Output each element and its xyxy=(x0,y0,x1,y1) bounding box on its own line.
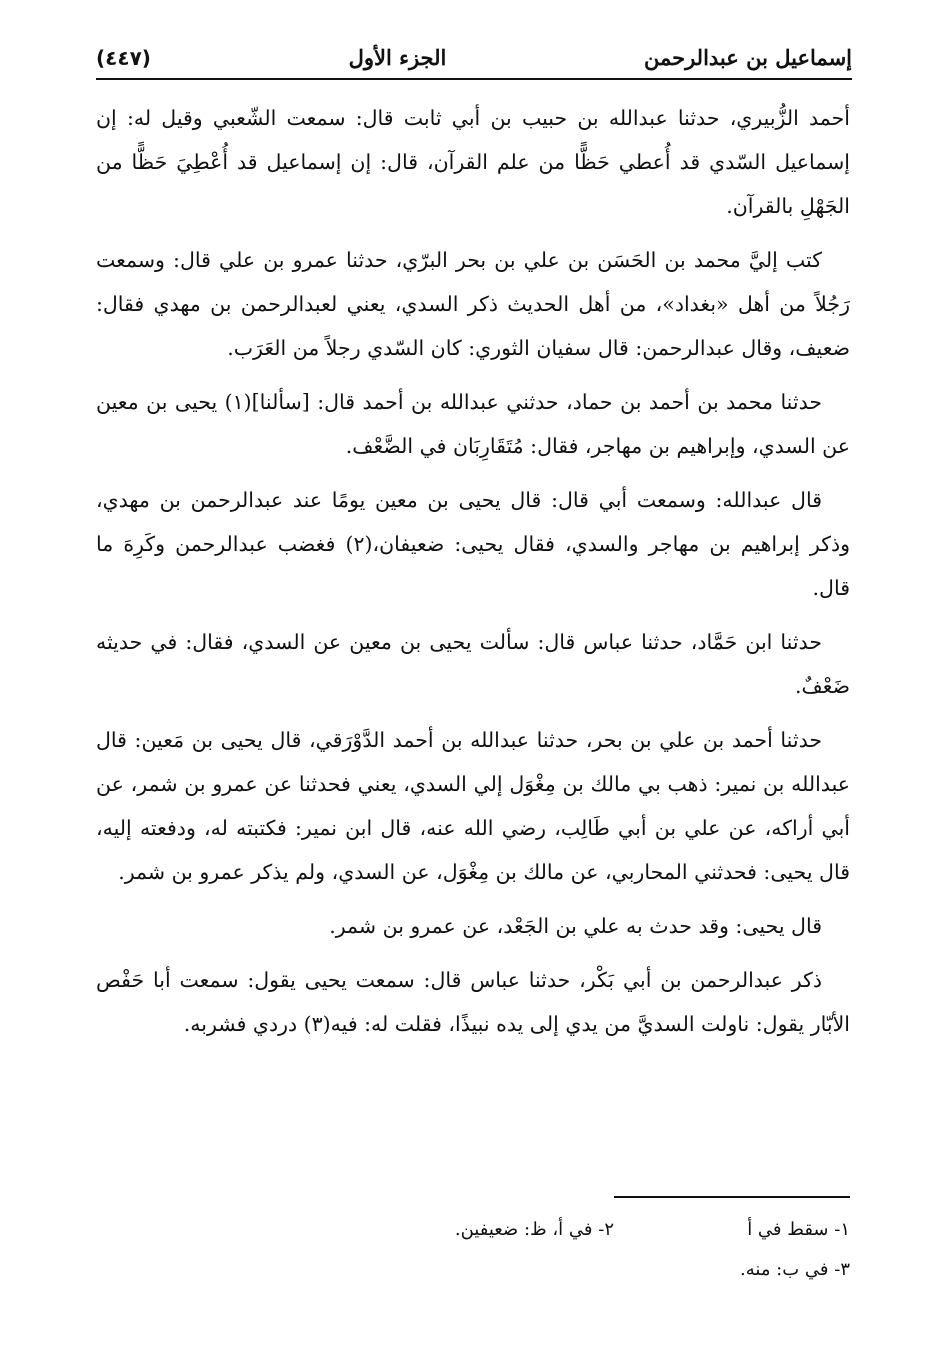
paragraph-5: حدثنا ابن حَمَّاد، حدثنا عباس قال: سألت يحيى بن معين عن السدي، فقال: في حديثه ضَعْفٌ. xyxy=(96,630,850,698)
header-volume: الجزء الأول xyxy=(348,45,447,70)
main-text xyxy=(96,96,850,1056)
page-number: (٤٤٧) xyxy=(96,46,151,70)
footnote-divider xyxy=(614,1196,850,1198)
header-book-title: إسماعيل بن عبدالرحمن xyxy=(643,45,852,70)
paragraph-6: حدثنا أحمد بن علي بن بحر، حدثنا عبدالله بن أحمد الدَّوْرَقي، قال يحيى بن مَعين: قال عبدالله بن نمير: ذهب بي مالك بن مِغْوَل إلي السدي، يعني فحدثنا عن عمرو بن شمر، عن أبي أراكه، عن علي بن أبي طَالِب، رضي الله عنه، قال ابن نمير: فكتبته له، ودفعته إليه، قال يحيى: فحدثني المحاربي، عن مالك بن مِغْوَل، عن السدي، ولم يذكر عمرو بن شمر. xyxy=(96,728,850,884)
footnotes xyxy=(96,1210,850,1290)
paragraph-2: كتب إليَّ محمد بن الحَسَن بن علي بن بحر البرّي، حدثنا عمرو بن علي قال: وسمعت رَجُلاً من أهل «بغداد»، من أهل الحديث ذكر السدي، يعني لعبدالرحمن بن مهدي فقال: ضعيف، وقال عبدالرحمن: قال سفيان الثوري: كان السّدي رجلاً من العَرَب. xyxy=(96,248,850,360)
footnote-2: ٢- في أ، ظ: ضعيفين. xyxy=(454,1219,614,1240)
footnote-row xyxy=(96,1210,850,1250)
footnote-1: ١- سقط في أ xyxy=(747,1219,850,1240)
paragraph-3: حدثنا محمد بن أحمد بن حماد، حدثني عبدالله بن أحمد قال: [سألنا](١) يحيى بن معين عن السدي، وإبراهيم بن مهاجر، فقال: مُتَقَارِبَان في الضَّعْف. xyxy=(96,390,850,458)
footnote-3: ٣- في ب: منه. xyxy=(740,1259,850,1280)
paragraph-7: قال يحيى: وقد حدث به علي بن الجَعْد، عن عمرو بن شمر. xyxy=(329,914,822,938)
paragraph-1: أحمد الزُّبيري، حدثنا عبدالله بن حبيب بن أبي ثابت قال: سمعت الشّعبي وقيل له: إن إسماعيل السّدي قد أُعطي حَظًّا من علم القرآن، قال: إن إسماعيل قد أُعْطِيَ حَظًّا من الجَهْلِ بالقرآن. xyxy=(96,106,850,218)
header-divider xyxy=(96,78,852,80)
paragraph-8: ذكر عبدالرحمن بن أبي بَكْر، حدثنا عباس قال: سمعت يحيى يقول: سمعت أبا حَفْص الأبّار يقول: ناولت السديَّ من يدي إلى يده نبيذًا، فقلت له: فيه(٣) دردي فشربه. xyxy=(96,968,850,1036)
page-header xyxy=(96,30,852,70)
footnote-row xyxy=(96,1250,850,1290)
paragraph-4: قال عبدالله: وسمعت أبي قال: قال يحيى بن معين يومًا عند عبدالرحمن بن مهدي، وذكر إبراهيم بن مهاجر والسدي، فقال يحيى: ضعيفان،(٢) فغضب عبدالرحمن وكَرِهَ ما قال. xyxy=(96,488,850,600)
